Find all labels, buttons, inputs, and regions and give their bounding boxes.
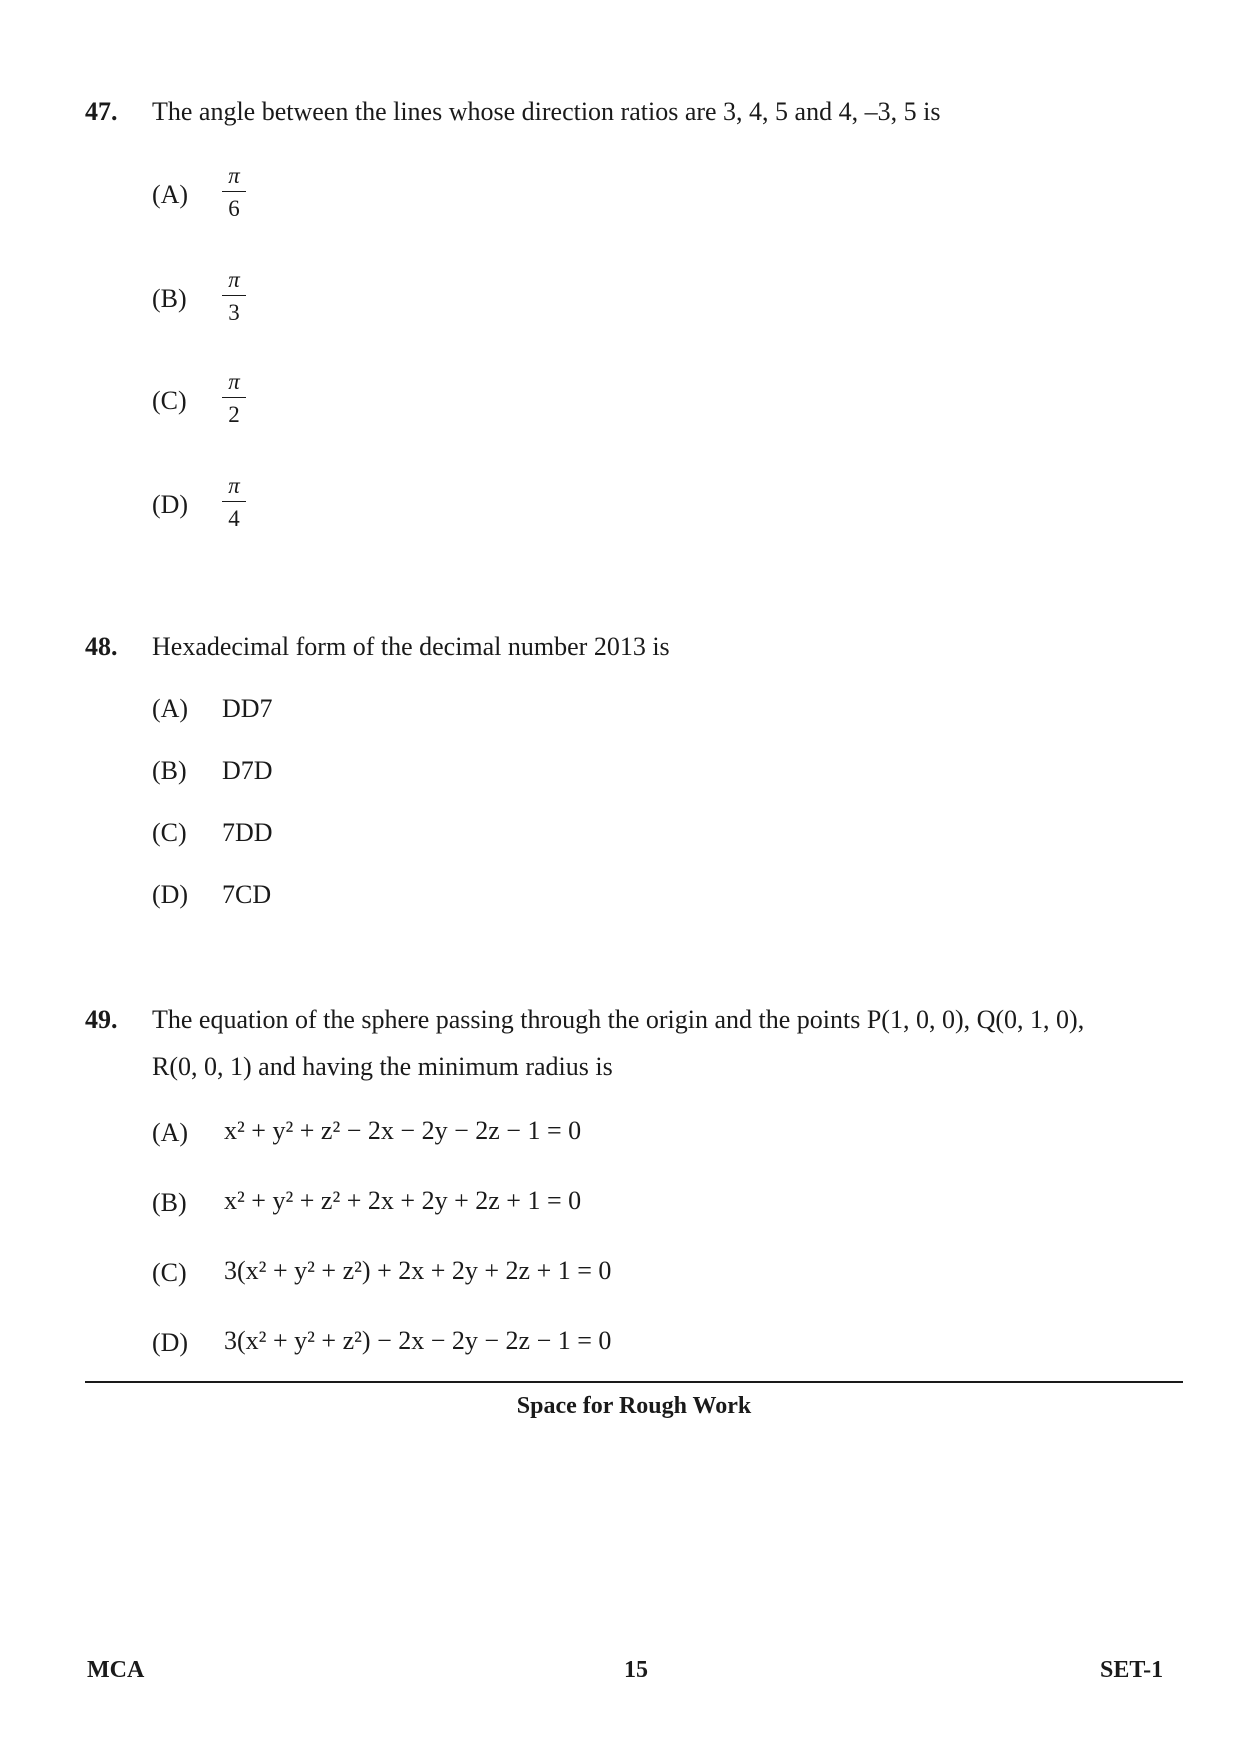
option-label: (B) (152, 284, 187, 313)
option-label: (C) (152, 1258, 187, 1287)
question-text-line1: The equation of the sphere passing through the origin and the points P(1, 0, 0), Q(0, 1, 0), (152, 1005, 1085, 1034)
question-text: Hexadecimal form of the decimal number 2013 is (152, 632, 670, 661)
fraction-bar (222, 295, 246, 296)
option-value: 7DD (222, 818, 273, 847)
option-label: (D) (152, 1328, 189, 1357)
option-fraction (222, 474, 246, 530)
option-fraction (222, 164, 246, 220)
question-number: 49. (85, 1005, 118, 1034)
option-value: D7D (222, 756, 273, 785)
footer-set: SET-1 (1100, 1657, 1164, 1683)
fraction-numerator: π (228, 369, 240, 394)
option-label: (B) (152, 756, 187, 785)
option-label: (C) (152, 818, 187, 847)
fraction-denominator: 2 (228, 402, 240, 427)
option-fraction (222, 370, 246, 426)
fraction-bar (222, 397, 246, 398)
option-value: DD7 (222, 694, 273, 723)
fraction-bar (222, 191, 246, 192)
option-label: (A) (152, 180, 189, 209)
option-label: (D) (152, 490, 189, 519)
fraction-numerator: π (228, 163, 240, 188)
divider (85, 1381, 1183, 1383)
option-equation: x² + y² + z² + 2x + 2y + 2z + 1 = 0 (224, 1186, 582, 1215)
question-number: 47. (85, 97, 118, 126)
fraction-numerator: π (228, 473, 240, 498)
question-number: 48. (85, 632, 118, 661)
option-label: (A) (152, 1118, 189, 1147)
option-equation: 3(x² + y² + z²) − 2x − 2y − 2z − 1 = 0 (224, 1326, 612, 1355)
question-text: The angle between the lines whose direction ratios are 3, 4, 5 and 4, –3, 5 is (152, 97, 941, 126)
option-label: (C) (152, 386, 187, 415)
option-label: (B) (152, 1188, 187, 1217)
option-value: 7CD (222, 880, 272, 909)
option-equation: x² + y² + z² − 2x − 2y − 2z − 1 = 0 (224, 1116, 582, 1145)
fraction-denominator: 3 (228, 300, 240, 325)
footer-page-number: 15 (624, 1657, 648, 1683)
footer-course: MCA (87, 1657, 145, 1683)
question-text-line2: R(0, 0, 1) and having the minimum radius is (152, 1052, 613, 1081)
fraction-numerator: π (228, 267, 240, 292)
option-label: (A) (152, 694, 189, 723)
rough-work-heading: Space for Rough Work (516, 1393, 752, 1419)
option-label: (D) (152, 880, 189, 909)
option-equation: 3(x² + y² + z²) + 2x + 2y + 2z + 1 = 0 (224, 1256, 612, 1285)
fraction-bar (222, 501, 246, 502)
option-fraction (222, 268, 246, 324)
fraction-denominator: 6 (228, 196, 240, 221)
fraction-denominator: 4 (228, 506, 240, 531)
